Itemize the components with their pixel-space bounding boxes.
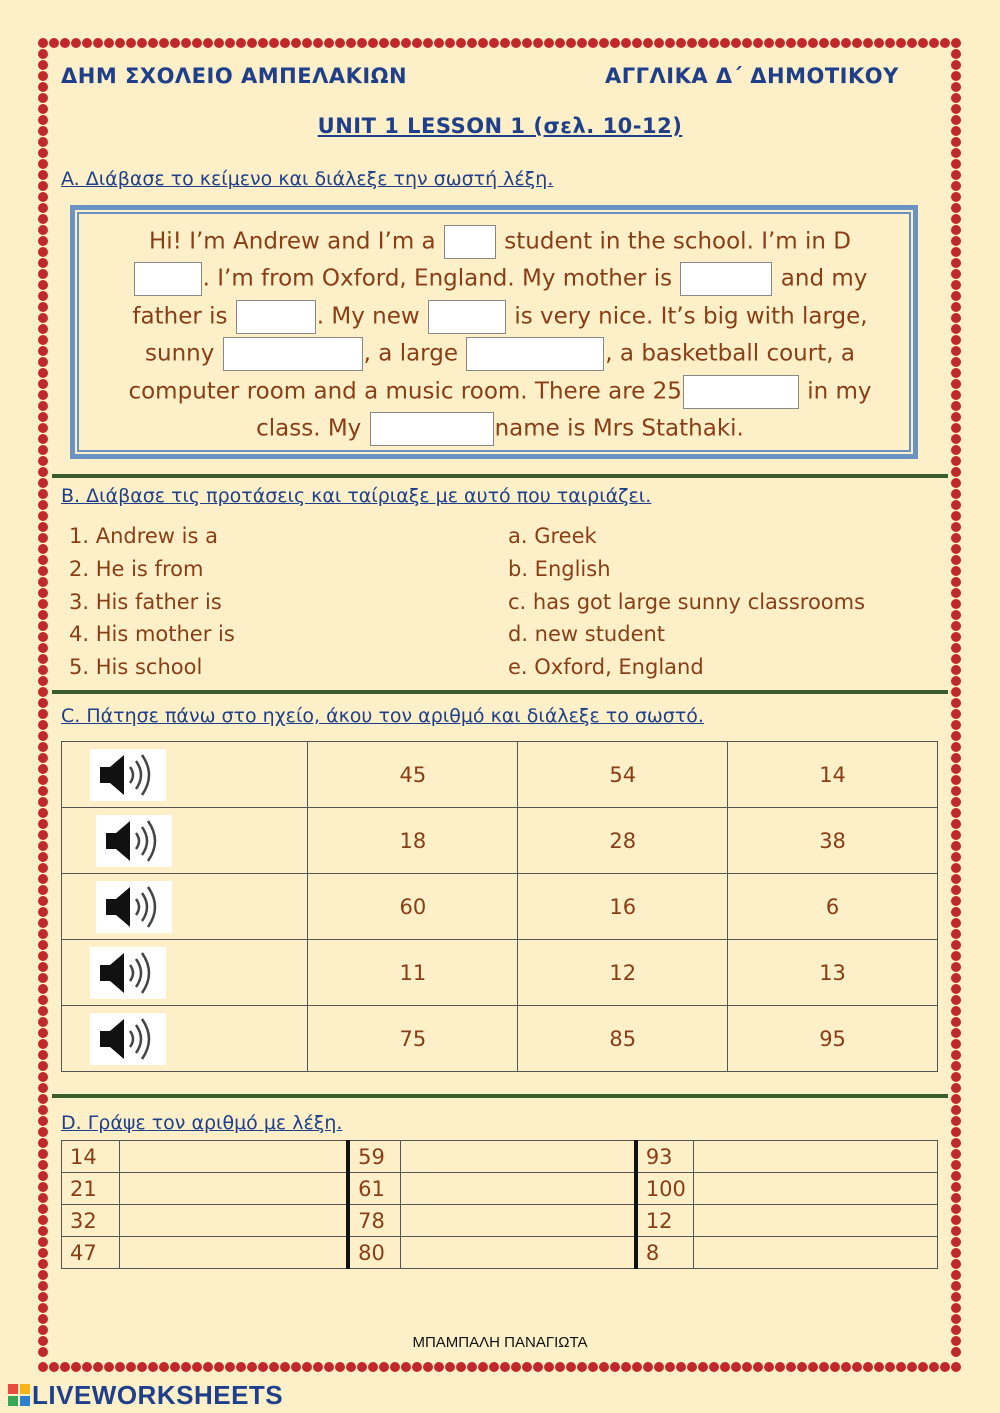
passage-text: computer room and a music room. There are 25 [128,378,682,405]
number-option[interactable]: 28 [518,808,728,874]
number-cell: 80 [348,1237,400,1269]
passage-text: and my [773,265,868,292]
speaker-icon[interactable] [90,749,166,801]
liveworksheets-logo-icon [8,1384,30,1406]
unit-title: UNIT 1 LESSON 1 (σελ. 10-12) [317,114,683,138]
blank-input-8[interactable] [683,375,799,409]
speaker-cell [62,874,308,940]
match-right-item[interactable]: e. Oxford, England [508,655,704,679]
passage-text: name is Mrs Stathaki. [494,415,744,442]
number-option[interactable]: 38 [728,808,938,874]
number-option[interactable]: 16 [518,874,728,940]
word-answer-input[interactable] [400,1205,636,1237]
word-answer-input[interactable] [119,1141,348,1173]
speaker-cell [62,742,308,808]
number-option[interactable]: 85 [518,1006,728,1072]
section-divider [52,474,948,478]
number-cell: 32 [62,1205,120,1237]
speaker-icon[interactable] [96,815,172,867]
blank-input-9[interactable] [370,412,494,446]
blank-input-5[interactable] [428,300,506,334]
speaker-icon[interactable] [96,881,172,933]
number-option[interactable]: 6 [728,874,938,940]
passage-line-4 [0,337,1000,367]
number-cell: 47 [62,1237,120,1269]
table-row [62,1205,938,1237]
blank-input-1[interactable] [444,225,496,259]
match-right-item[interactable]: d. new student [508,622,666,646]
table-row [62,1006,938,1072]
passage-line-1 [0,225,1000,255]
table-row [62,940,938,1006]
word-answer-input[interactable] [119,1173,348,1205]
match-left-item[interactable]: 3. His father is [69,590,222,614]
number-cell: 93 [636,1141,694,1173]
blank-input-4[interactable] [236,300,316,334]
number-option[interactable]: 13 [728,940,938,1006]
passage-line-3 [0,300,1000,330]
section-divider [52,690,948,694]
passage-text: in my [799,378,872,405]
match-left-item[interactable]: 2. He is from [69,557,204,581]
audio-number-table [61,741,938,1072]
number-cell: 78 [348,1205,400,1237]
match-left-item[interactable]: 1. Andrew is a [69,524,218,548]
table-row [62,808,938,874]
section-c-title: C. Πάτησε πάνω στο ηχείο, άκου τον αριθμό και διάλεξε το σωστό. [61,705,704,727]
word-answer-input[interactable] [119,1205,348,1237]
word-answer-input[interactable] [400,1141,636,1173]
speaker-icon[interactable] [90,1013,166,1065]
logo-text: LIVEWORKSHEETS [32,1380,284,1410]
speaker-cell [62,1006,308,1072]
number-cell: 8 [636,1237,694,1269]
number-cell: 59 [348,1141,400,1173]
class-label: ΑΓΓΛΙΚΑ Δ΄ ΔΗΜΟΤΙΚΟΥ [605,64,899,88]
blank-input-6[interactable] [223,337,363,371]
number-words-table [61,1140,938,1269]
section-a-title: A. Διάβασε το κείμενο και διάλεξε την σωστή λέξη. [61,168,554,190]
number-option[interactable]: 45 [308,742,518,808]
section-divider [52,1094,948,1098]
blank-input-2[interactable] [134,262,202,296]
word-answer-input[interactable] [400,1237,636,1269]
number-cell: 100 [636,1173,694,1205]
passage-text: , a basketball court, a [605,340,855,367]
number-option[interactable]: 18 [308,808,518,874]
word-answer-input[interactable] [400,1173,636,1205]
passage-line-6 [0,412,1000,442]
speaker-cell [62,808,308,874]
match-right-item[interactable]: c. has got large sunny classrooms [508,590,866,614]
match-left-item[interactable]: 5. His school [69,655,203,679]
passage-line-2 [0,262,1000,292]
word-answer-input[interactable] [119,1237,348,1269]
passage-text: sunny [145,340,222,367]
passage-text: . My new [316,303,428,330]
number-option[interactable]: 54 [518,742,728,808]
blank-input-3[interactable] [680,262,772,296]
number-option[interactable]: 75 [308,1006,518,1072]
word-answer-input[interactable] [694,1205,938,1237]
number-cell: 21 [62,1173,120,1205]
school-name: ΔΗΜ ΣΧΟΛΕΙΟ ΑΜΠΕΛΑΚΙΩΝ [61,64,408,88]
word-answer-input[interactable] [694,1141,938,1173]
number-option[interactable]: 11 [308,940,518,1006]
passage-text: Hi! I’m Andrew and I’m a [148,228,443,255]
number-option[interactable]: 60 [308,874,518,940]
table-row [62,742,938,808]
speaker-cell [62,940,308,1006]
match-right-item[interactable]: b. English [508,557,611,581]
word-answer-input[interactable] [694,1173,938,1205]
passage-text: , a large [363,340,466,367]
table-row [62,1173,938,1205]
passage-text: is very nice. It’s big with large, [507,303,868,330]
section-b-title: B. Διάβασε τις προτάσεις και ταίριαξε με αυτό που ταιριάζει. [61,485,652,507]
number-option[interactable]: 95 [728,1006,938,1072]
table-row [62,874,938,940]
passage-text: father is [132,303,235,330]
number-cell: 14 [62,1141,120,1173]
table-row [62,1141,938,1173]
number-option[interactable]: 14 [728,742,938,808]
number-option[interactable]: 12 [518,940,728,1006]
speaker-icon[interactable] [90,947,166,999]
blank-input-7[interactable] [466,337,604,371]
passage-text: . I’m from Oxford, England. My mother is [202,265,680,292]
liveworksheets-logo[interactable] [8,1380,283,1411]
match-left-item[interactable]: 4. His mother is [69,622,235,646]
word-answer-input[interactable] [694,1237,938,1269]
table-row [62,1237,938,1269]
passage-text: student in the school. I’m in D [496,228,851,255]
section-d-title: D. Γράψε τον αριθμό με λέξη. [61,1112,343,1134]
number-cell: 12 [636,1205,694,1237]
match-right-item[interactable]: a. Greek [508,524,597,548]
number-cell: 61 [348,1173,400,1205]
passage-line-5 [0,375,1000,405]
author-name: ΜΠΑΜΠΑΛΗ ΠΑΝΑΓΙΩΤΑ [412,1334,588,1351]
passage-text: class. My [256,415,369,442]
